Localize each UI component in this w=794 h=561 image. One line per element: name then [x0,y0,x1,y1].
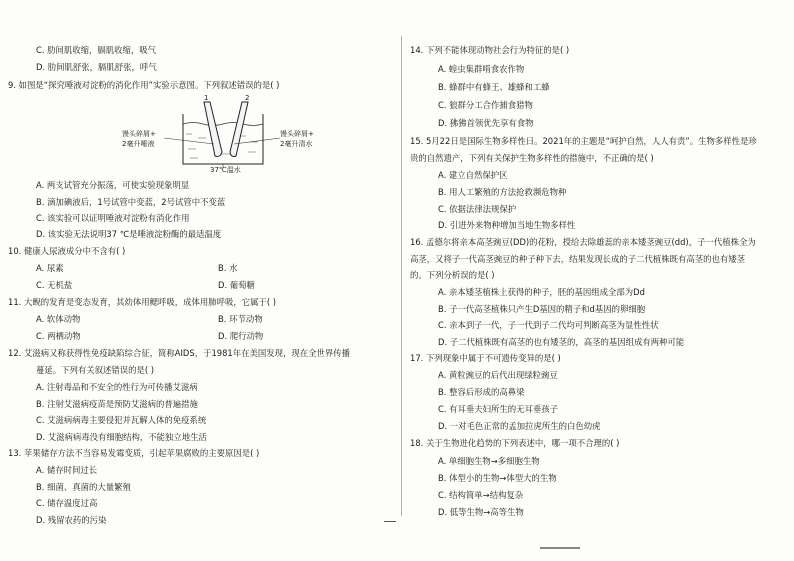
q12-option-c: C. 艾滋病病毒主要侵犯并瓦解人体的免疫系统 [36,415,207,425]
q14-option-a: A. 蝗虫集群啃食农作物 [438,64,525,74]
q12-option-b: B. 注射艾滋病疫苗是预防艾滋病的普遍措施 [36,399,198,409]
question-16-stem-line-3: 的。下列分析误的是( ) [410,270,495,280]
q11-option-a: A. 软体动物 [36,314,81,324]
scan-mark [540,547,580,549]
q15-option-c: C. 依据法律法规保护 [438,204,517,214]
q10-option-d: D. 葡萄糖 [218,280,255,290]
tube-1-number: 1 [204,94,209,102]
label-water-bath: 37℃温水 [210,166,241,174]
q17-option-b: B. 整容后形成的高鼻梁 [438,387,525,397]
water-hatch [186,134,258,158]
pointer-right [234,138,280,144]
test-tube-2 [230,102,248,157]
q14-option-c: C. 狼群分工合作捕食猎物 [438,100,533,110]
q18-option-c: C. 结构简单→结构复杂 [438,490,524,500]
q16-option-c: C. 亲本到子一代，子一代到子二代均可判断高茎为显性性状 [438,320,659,330]
q17-option-c: C. 有耳垂夫妇所生的无耳垂孩子 [438,404,559,414]
q11-option-d: D. 爬行动物 [218,331,264,341]
q15-option-b: B. 用人工繁殖的方法抢救濒危物种 [438,187,567,197]
q12-option-a: A. 注射毒品和不安全的性行为可传播艾滋病 [36,382,198,392]
question-10-stem: 10. 健康人尿液成分中不含有( ) [8,246,126,256]
left-column [8,0,378,561]
q18-option-a: A. 单细胞生物→多细胞生物 [438,456,540,466]
question-16-stem-line-1: 16. 孟德尔将亲本高茎豌豆(DD)的花粉，授给去除雄蕊的亲本矮茎豌豆(dd)，子一代植株全为 [410,237,756,247]
label-right-line-1: 馒头碎屑+ [280,130,314,138]
q18-option-d: D. 低等生物→高等生物 [438,507,524,517]
scan-mark [384,521,396,522]
beaker-outline [183,114,263,164]
q16-option-b: B. 子一代高茎植株只产生D基因的精子和d基因的卵细胞 [438,304,646,314]
question-15-stem-line-2: 贵的自然遗产，下列有关保护生物多样性的措施中，不正确的是( ) [410,153,654,163]
q16-option-d: D. 子二代植株既有高茎的也有矮茎的，高茎的基因组成有两种可能 [438,337,685,347]
q15-option-a: A. 建立自然保护区 [438,170,508,180]
q11-option-c: C. 两栖动物 [36,331,81,341]
q12-option-d: D. 艾滋病病毒没有细胞结构，不能独立地生活 [36,432,207,442]
question-17-stem: 17. 下列现象中属于不可遗传变异的是( ) [410,353,561,363]
label-right-line-2: 2毫升清水 [280,140,313,148]
q13-option-c: C. 储存温度过高 [36,498,98,508]
question-12-stem-line-1: 12. 艾滋病又称获得性免疫缺陷综合征，简称AIDS，于1981年在美国发现，现在全世界传播 [8,348,351,358]
q14-option-d: D. 狒狒首领优先享有食物 [438,118,534,128]
question-12-stem-line-2: 蔓延。下列有关叙述错误的是( ) [36,365,155,375]
q9-option-d: D. 该实验无法说明37 ℃是唾液淀粉酶的最适温度 [36,229,222,239]
pointer-left [164,138,214,144]
q17-option-a: A. 黄粒豌豆的后代出现绿粒豌豆 [438,370,558,380]
question-18-stem: 18. 关于生物进化趋势的下列表述中，哪一项不合理的( ) [410,438,620,448]
water-surface [183,123,263,126]
right-column [410,0,788,561]
question-13-stem: 13. 苹果储存方法不当容易发霉变质，引起苹果腐败的主要原因是( ) [8,448,260,458]
q18-option-b: B. 体型小的生物→体型大的生物 [438,473,557,483]
q13-option-a: A. 储存时间过长 [36,465,98,475]
q15-option-d: D. 引进外来物种增加当地生物多样性 [438,220,576,230]
test-tube-1 [204,102,222,157]
option-d-previous: D. 肋间肌舒张，膈肌舒张，呼气 [36,62,157,72]
tube-2-number: 2 [245,94,250,102]
q9-apparatus-diagram [122,94,328,174]
q13-option-d: D. 残留农药的污染 [36,515,107,525]
q16-option-a: A. 亲本矮茎植株上获得的种子，胚的基因组成全部为Dd [438,287,645,297]
question-16-stem-line-2: 高茎，又将子一代高茎豌豆的种子种下去，结果发现长成的子二代植株既有高茎的也有矮茎 [410,254,745,264]
q13-option-b: B. 细菌、真菌的大量繁殖 [36,482,131,492]
label-left-line-1: 馒头碎屑+ [122,130,156,138]
label-left-line-2: 2毫升唾液 [122,140,155,148]
q10-option-b: B. 水 [218,263,238,273]
q17-option-d: D. 一对毛色正常的孟加拉虎所生的白色幼虎 [438,421,601,431]
q14-option-b: B. 蜂群中有蜂王、雄蜂和工蜂 [438,82,550,92]
q10-option-c: C. 无机盐 [36,280,73,290]
question-11-stem: 11. 大鲵的发育是变态发育，其幼体用鳃呼吸，成体用肺呼吸，它属于( ) [8,297,277,307]
q9-option-b: B. 滴加碘液后，1号试管中变蓝，2号试管中不变蓝 [36,197,226,207]
q9-option-a: A. 两支试管充分振荡，可使实验现象明显 [36,180,190,190]
q10-option-a: A. 尿素 [36,263,64,273]
q9-option-c: C. 该实验可以证明唾液对淀粉有消化作用 [36,213,190,223]
column-divider [401,36,402,516]
option-c-previous: C. 肋间肌收缩，膈肌收缩，吸气 [36,45,157,55]
q11-option-b: B. 环节动物 [218,314,263,324]
question-9-stem: 9. 如图是“探究唾液对淀粉的消化作用”实验示意图。下列叙述错误的是( ) [8,80,280,90]
question-15-stem-line-1: 15. 5月22日是国际生物多样性日。2021年的主题是“呵护自然，人人有责”。生物多样性是珍 [410,136,757,146]
question-14-stem: 14. 下列不能体现动物社会行为特征的是( ) [410,45,570,55]
